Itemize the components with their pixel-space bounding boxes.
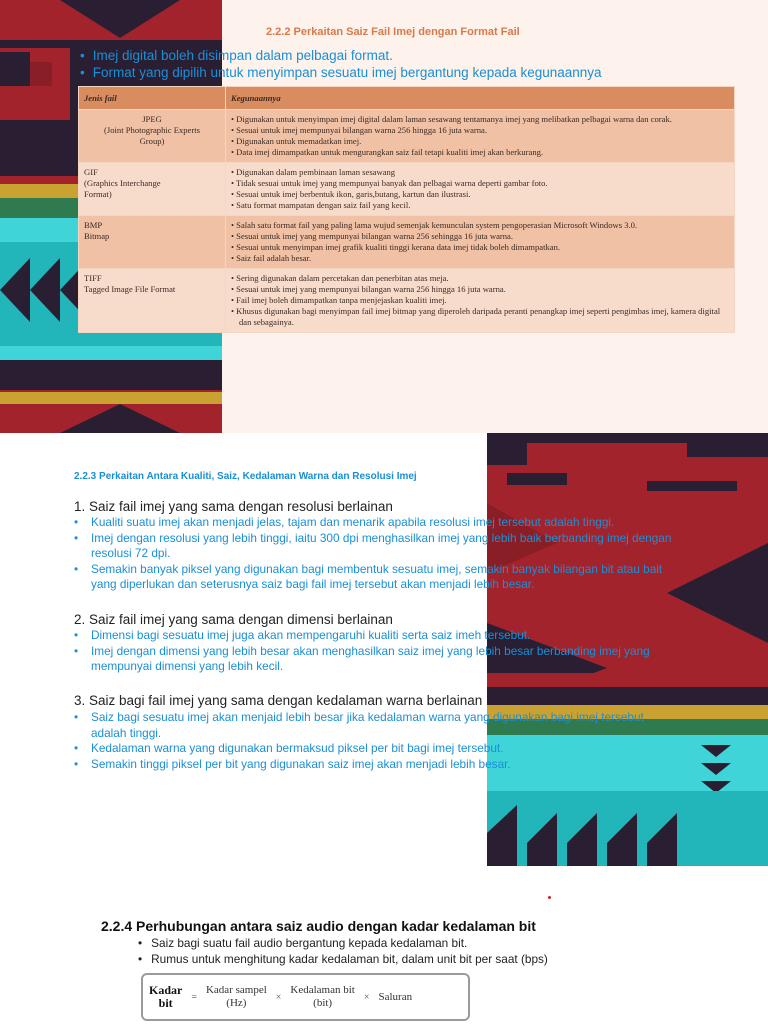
file-format-table — [78, 86, 735, 333]
file-type-cell — [79, 110, 226, 163]
file-type-desc: Group) — [139, 136, 165, 146]
bullet-item: • Imej dengan resolusi yang lebih tinggi, iaitu 300 dpi menghasilkan imej yang lebih baik berbanding imej dengan resolusi 72 dpi. — [74, 531, 680, 562]
usage-item: • Fail imej boleh dimampatkan tanpa menjejaskan kualiti imej. — [231, 295, 729, 306]
usage-cell — [226, 269, 735, 333]
formula-channels: Saluran — [378, 990, 413, 1003]
usage-item: • Sesuai untuk menyimpan imej grafik kualiti tinggi kerana data imej tidak boleh dimampatkan. — [231, 242, 729, 253]
section-bullets — [74, 710, 654, 772]
usage-item: • Sering digunakan dalam percetakan dan penerbitan atas meja. — [231, 273, 729, 284]
section-bullets — [74, 628, 680, 675]
formula-sample-rate — [206, 984, 267, 1010]
equals-sign: = — [191, 991, 197, 1003]
usage-item: • Satu format mampatan dengan saiz fail yang kecil. — [231, 200, 729, 211]
file-type-desc: Bitmap — [84, 231, 110, 241]
usage-item: • Digunakan untuk memadatkan imej. — [231, 136, 729, 147]
times-sign: × — [275, 991, 282, 1003]
formula-term-line: Kadar sampel — [205, 984, 267, 996]
bullet-item: • Dimensi bagi sesuatu imej juga akan mempengaruhi kualiti serta saiz imeh tersebut. — [74, 628, 680, 644]
usage-item: • Sesuai untuk imej yang mempunyai bilangan warna 256 hingga 16 juta warna. — [231, 284, 729, 295]
bullet-item: • Semakin tinggi piksel per bit yang digunakan saiz imej akan menjadi lebih besar. — [74, 757, 654, 773]
slide-audio-bitrate — [0, 866, 768, 1024]
bullet-item: • Kedalaman warna yang digunakan bermaksud piksel per bit bagi imej tersebut. — [74, 741, 654, 757]
file-type-cell — [79, 269, 226, 333]
usage-item: • Saiz fail adalah besar. — [231, 253, 729, 264]
bullet-item: • Imej digital boleh disimpan dalam pelbagai format. — [80, 47, 602, 64]
file-type-cell — [79, 163, 226, 216]
slide-title: 2.2.2 Perkaitan Saiz Fail Imej dengan Format Fail — [266, 26, 520, 38]
bullet-item: • Kualiti suatu imej akan menjadi jelas, tajam dan menarik apabila resolusi imej tersebut adalah tinggi. — [74, 515, 680, 531]
usage-item: • Digunakan untuk menyimpan imej digital dalam laman sesawang tentamanya imej yang melibatkan pelbagai warna dan corak. — [231, 114, 729, 125]
file-type-desc: Tagged Image File Format — [84, 284, 176, 294]
file-type-name: JPEG — [142, 114, 162, 124]
usage-item: • Salah satu format fail yang paling lama wujud semenjak kemunculan system pengoperasian Microsoft Windows 3.0. — [231, 220, 729, 231]
slide-title: 2.2.3 Perkaitan Antara Kualiti, Saiz, Kedalaman Warna dan Resolusi Imej — [74, 471, 417, 482]
usage-item: • Data imej dimampatkan untuk mengurangkan saiz fail tetapi kualiti imej akan berkurang. — [231, 147, 729, 158]
audio-bullets — [138, 936, 548, 967]
usage-item: • Digunakan dalam pembinaan laman sesawang — [231, 167, 729, 178]
formula-lhs — [149, 984, 182, 1010]
decorative-dot — [548, 896, 551, 899]
bullet-item: • Imej dengan dimensi yang lebih besar akan menghasilkan saiz imej yang lebih besar berbanding imej yang mempunyai dimensi yang lebih kecil. — [74, 644, 680, 675]
table-row — [79, 163, 735, 216]
formula-lhs-line: bit — [158, 996, 173, 1010]
usage-cell — [226, 110, 735, 163]
usage-cell — [226, 216, 735, 269]
formula-bit-depth — [290, 984, 354, 1010]
file-type-name: BMP — [84, 220, 103, 230]
bullet-item: • Rumus untuk menghitung kadar kedalaman bit, dalam unit bit per saat (bps) — [138, 952, 548, 968]
bullet-item: • Saiz bagi suatu fail audio bergantung kepada kedalaman bit. — [138, 936, 548, 952]
intro-bullets — [80, 47, 602, 81]
table-row — [79, 216, 735, 269]
file-type-desc: (Joint Photographic Experts — [104, 125, 200, 135]
section-bullets — [74, 515, 680, 593]
usage-item: • Sesuai untuk imej yang mempunyai bilangan warna 256 sehingga 16 juta warna. — [231, 231, 729, 242]
formula-term-line: (Hz) — [226, 997, 247, 1009]
formula-lhs-line: Kadar — [149, 983, 183, 997]
table-row — [79, 269, 735, 333]
bitrate-formula — [141, 973, 470, 1021]
file-type-desc: (Graphics Interchange — [84, 178, 161, 188]
bullet-item: • Semakin banyak piksel yang digunakan bagi membentuk sesuatu imej, semakin banyak bilangan bit atau bait yang diperlukan dan seterusnya saiz bagi fail imej tersebut akan menjadi lebih besar. — [74, 562, 680, 593]
times-sign: × — [363, 991, 370, 1003]
formula-term-line: (bit) — [313, 997, 333, 1009]
formula-term-line: Kedalaman bit — [290, 984, 355, 996]
section-heading: 3. Saiz bagi fail imej yang sama dengan kedalaman warna berlainan — [74, 693, 483, 708]
file-type-name: GIF — [84, 167, 98, 177]
column-header-usage: Kegunaannya — [226, 87, 735, 110]
slide-file-formats — [0, 0, 768, 433]
bullet-item: • Saiz bagi sesuatu imej akan menjaid lebih besar jika kedalaman warna yang digunakan bagi imej tersebut adalah tinggi. — [74, 710, 654, 741]
usage-item: • Sesuai untuk imej berbentuk ikon, garis,butang, kartun dan ilustrasi. — [231, 189, 729, 200]
section-heading: 1. Saiz fail imej yang sama dengan resolusi berlainan — [74, 499, 393, 514]
column-header-file-type: Jenis fail — [79, 87, 226, 110]
bullet-item: • Format yang dipilih untuk menyimpan sesuatu imej bergantung kepada kegunaannya — [80, 64, 602, 81]
file-type-cell — [79, 216, 226, 269]
usage-item: • Tidak sesuai untuk imej yang mempunyai banyak dan pelbagai warna deperti gambar foto. — [231, 178, 729, 189]
file-type-name: TIFF — [84, 273, 102, 283]
usage-item: • Khusus digunakan bagi menyimpan fail imej bitmap yang diperoleh daripada peranti penangkap imej seperti pengimbas imej, kamera digital dan sebagainya. — [231, 306, 729, 328]
slide-image-quality — [0, 433, 768, 866]
usage-cell — [226, 163, 735, 216]
usage-item: • Sesuai untuk imej mempunyai bilangan warna 256 hingga 16 juta warna. — [231, 125, 729, 136]
section-heading: 2. Saiz fail imej yang sama dengan dimensi berlainan — [74, 612, 393, 627]
table-row — [79, 110, 735, 163]
file-type-desc: Format) — [84, 189, 112, 199]
slide-title: 2.2.4 Perhubungan antara saiz audio dengan kadar kedalaman bit — [101, 918, 536, 934]
